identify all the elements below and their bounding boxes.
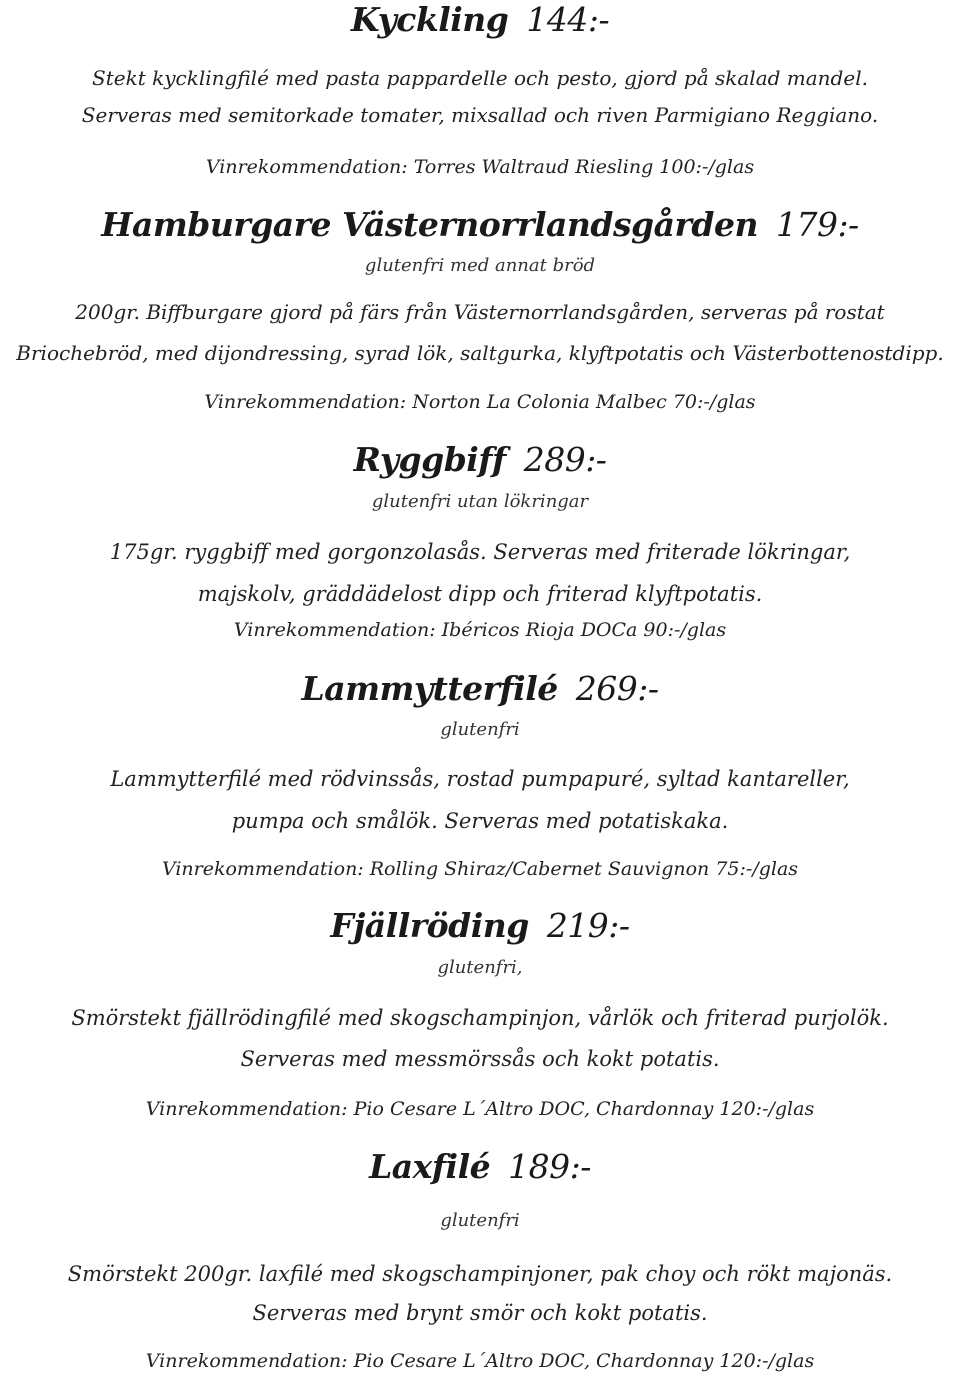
dish-name: Kyckling (350, 0, 509, 39)
dish-description-line: Stekt kycklingfilé med pasta pappardelle och pesto, gjord på skalad mandel. (92, 66, 868, 90)
dish-name: Ryggbiff (353, 440, 506, 479)
dish-description-line: majskolv, gräddädelost dipp och friterad klyftpotatis. (197, 582, 763, 606)
dish-title-ryggbiff (0, 440, 960, 479)
dish-title-hamburgare (0, 205, 960, 244)
dish-description-line: Serveras med brynt smör och kokt potatis. (252, 1301, 708, 1325)
dish-subtitle: glutenfri (440, 719, 520, 740)
dish-description-line: Serveras med messmörssås och kokt potatis. (240, 1047, 720, 1071)
dish-price: 269:- (575, 669, 659, 708)
dish-description-line: Smörstekt fjällrödingfilé med skogschampinjon, vårlök och friterad purjolök. (71, 1006, 889, 1030)
dish-price: 219:- (546, 906, 630, 945)
dish-description-line: pumpa och smålök. Serveras med potatiskaka. (231, 809, 729, 833)
wine-recommendation: Vinrekommendation: Torres Waltraud Riesling 100:-/glas (205, 156, 755, 178)
dish-description-line: Briochebröd, med dijondressing, syrad lök, saltgurka, klyftpotatis och Västerbottenostdipp. (16, 341, 944, 365)
dish-price: 179:- (775, 205, 859, 244)
dish-name: Laxfilé (369, 1147, 491, 1186)
dish-subtitle: glutenfri utan lökringar (371, 491, 589, 512)
wine-recommendation: Vinrekommendation: Rolling Shiraz/Cabernet Sauvignon 75:-/glas (161, 858, 799, 880)
dish-title-laxfile (0, 1147, 960, 1186)
dish-title-fjallroding (0, 906, 960, 945)
dish-subtitle: glutenfri, (437, 957, 523, 978)
dish-title-kyckling (0, 0, 960, 39)
dish-name: Lammytterfilé (301, 669, 558, 708)
dish-price: 289:- (523, 440, 607, 479)
dish-subtitle: glutenfri med annat bröd (364, 255, 596, 276)
dish-description-line: Smörstekt 200gr. laxfilé med skogschampinjoner, pak choy och rökt majonäs. (67, 1262, 893, 1286)
wine-recommendation: Vinrekommendation: Norton La Colonia Malbec 70:-/glas (204, 391, 756, 413)
dish-title-lammytterfile (0, 669, 960, 708)
wine-recommendation: Vinrekommendation: Pio Cesare L´Altro DOC, Chardonnay 120:-/glas (145, 1098, 815, 1120)
wine-recommendation: Vinrekommendation: Ibéricos Rioja DOCa 90:-/glas (233, 619, 727, 641)
dish-description-line: 200gr. Biffburgare gjord på färs från Västernorrlandsgården, serveras på rostat (75, 300, 885, 324)
dish-price: 144:- (526, 0, 610, 39)
dish-name: Hamburgare Västernorrlandsgården (101, 205, 758, 244)
dish-name: Fjällröding (330, 906, 529, 945)
wine-recommendation: Vinrekommendation: Pio Cesare L´Altro DOC, Chardonnay 120:-/glas (145, 1350, 815, 1372)
dish-description-line: Serveras med semitorkade tomater, mixsallad och riven Parmigiano Reggiano. (81, 103, 879, 127)
dish-description-line: Lammytterfilé med rödvinssås, rostad pumpapuré, syltad kantareller, (110, 767, 850, 791)
dish-price: 189:- (508, 1147, 591, 1186)
dish-subtitle: glutenfri (440, 1210, 520, 1231)
dish-description-line: 175gr. ryggbiff med gorgonzolasås. Serveras med friterade lökringar, (109, 540, 851, 564)
